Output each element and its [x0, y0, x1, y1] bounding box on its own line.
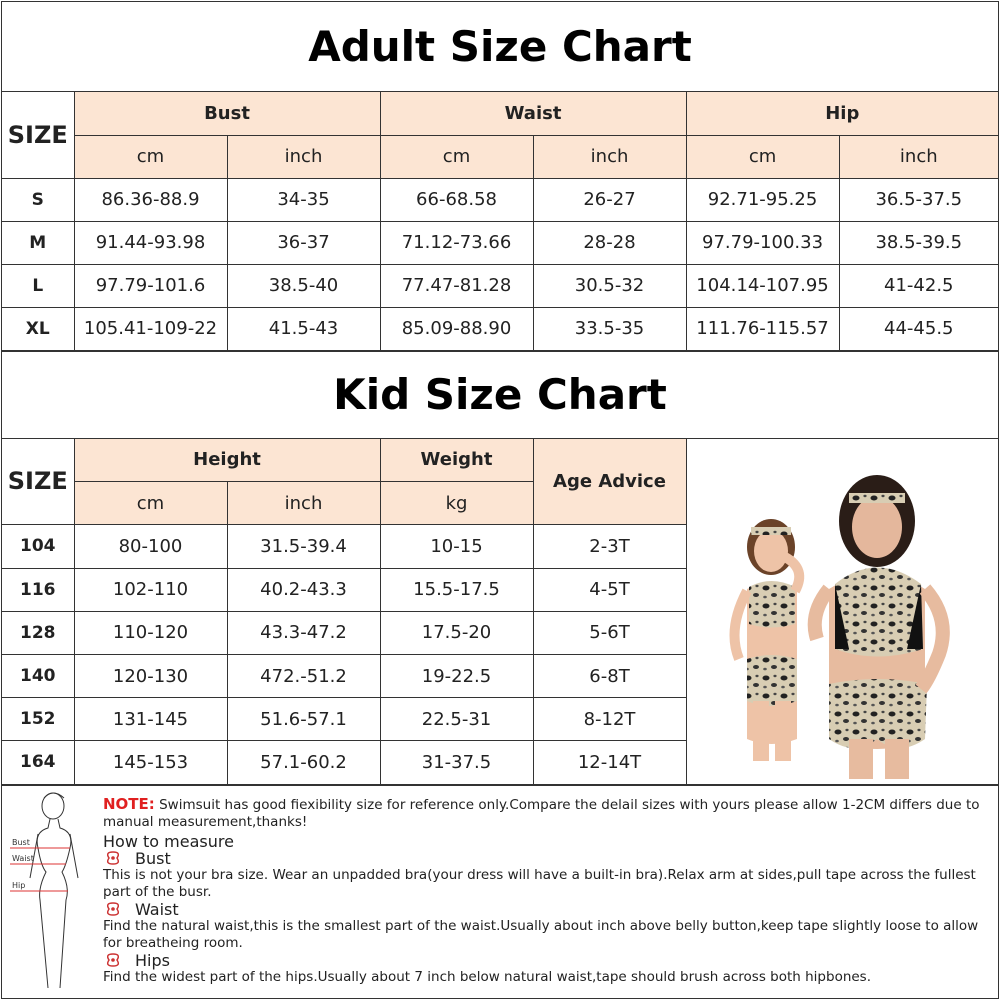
unit-header: cm — [380, 135, 533, 178]
table-cell: 8-12T — [533, 698, 686, 741]
product-photo — [686, 439, 998, 785]
table-cell: 91.44-93.98 — [74, 221, 227, 264]
table-cell: 131-145 — [74, 698, 227, 741]
size-label: 152 — [2, 698, 74, 741]
body-measure-figure — [8, 788, 94, 998]
table-row — [2, 307, 998, 350]
kid-weight-header: Weight — [380, 439, 533, 482]
table-cell: 110-120 — [74, 611, 227, 654]
table-cell: 104.14-107.95 — [686, 264, 839, 307]
kid-size-header: SIZE — [2, 439, 74, 525]
unit-header: cm — [686, 135, 839, 178]
unit-header: kg — [380, 482, 533, 525]
table-cell: 71.12-73.66 — [380, 221, 533, 264]
size-label: 164 — [2, 741, 74, 784]
table-cell: 2-3T — [533, 525, 686, 568]
table-cell: 40.2-43.3 — [227, 568, 380, 611]
kid-age-header: Age Advice — [533, 439, 686, 525]
table-cell: 19-22.5 — [380, 654, 533, 697]
table-cell: 41-42.5 — [839, 264, 998, 307]
note-text: Swimsuit has good fiexibility size for reference only.Compare the delail sizes with yours please allow 1-2CM differs due to manual measurement,thanks! — [103, 796, 980, 830]
table-cell: 28-28 — [533, 221, 686, 264]
note-label: NOTE: — [103, 794, 155, 813]
kid-chart-title: Kid Size Chart — [2, 351, 998, 439]
table-cell: 57.1-60.2 — [227, 741, 380, 784]
table-cell: 36.5-37.5 — [839, 178, 998, 221]
table-cell: 120-130 — [74, 654, 227, 697]
table-cell: 5-6T — [533, 611, 686, 654]
adult-chart-title: Adult Size Chart — [2, 2, 998, 92]
table-row — [2, 264, 998, 307]
flower-bullet-icon — [103, 952, 123, 968]
hips-title: Hips — [135, 950, 170, 970]
unit-header: cm — [74, 135, 227, 178]
size-label: L — [2, 264, 74, 307]
table-cell: 38.5-40 — [227, 264, 380, 307]
unit-header: inch — [227, 135, 380, 178]
size-label: 116 — [2, 568, 74, 611]
table-cell: 80-100 — [74, 525, 227, 568]
measurement-notes — [2, 785, 998, 999]
table-cell: 12-14T — [533, 741, 686, 784]
note-paragraph — [103, 796, 993, 831]
table-row — [2, 221, 998, 264]
table-cell: 15.5-17.5 — [380, 568, 533, 611]
bust-description: This is not your bra size. Wear an unpadded bra(your dress will have a built-in bra).Relax arm at sides,pull tape across the fullest part of the busr. — [103, 866, 976, 900]
hips-description: Find the widest part of the hips.Usually about 7 inch below natural waist,tape should brush across both hipbones. — [103, 968, 872, 985]
hips-heading — [103, 952, 993, 969]
table-cell: 102-110 — [74, 568, 227, 611]
adult-size-header: SIZE — [2, 92, 74, 178]
swimsuit-models-image — [689, 439, 995, 779]
table-cell: 22.5-31 — [380, 698, 533, 741]
size-label: M — [2, 221, 74, 264]
table-cell: 4-5T — [533, 568, 686, 611]
how-to-measure-heading: How to measure — [103, 831, 234, 851]
adult-hip-header: Hip — [686, 92, 998, 135]
note-block — [103, 796, 993, 986]
figure-label-waist: Waist — [12, 853, 34, 863]
kid-size-table — [2, 439, 998, 785]
table-cell: 31-37.5 — [380, 741, 533, 784]
table-cell: 10-15 — [380, 525, 533, 568]
table-cell: 86.36-88.9 — [74, 178, 227, 221]
table-cell: 31.5-39.4 — [227, 525, 380, 568]
size-label: S — [2, 178, 74, 221]
adult-waist-header: Waist — [380, 92, 686, 135]
waist-description: Find the natural waist,this is the smallest part of the waist.Usually about inch above belly button,keep tape slightly loose to allow for breatheing room. — [103, 917, 979, 951]
unit-header: inch — [227, 482, 380, 525]
adult-bust-header: Bust — [74, 92, 380, 135]
size-label: 128 — [2, 611, 74, 654]
table-cell: 33.5-35 — [533, 307, 686, 350]
adult-size-table — [2, 92, 998, 351]
size-label: 140 — [2, 654, 74, 697]
table-cell: 41.5-43 — [227, 307, 380, 350]
figure-label-bust: Bust — [12, 837, 30, 847]
waist-title: Waist — [135, 899, 179, 919]
flower-bullet-icon — [103, 850, 123, 866]
unit-header: cm — [74, 482, 227, 525]
table-cell: 66-68.58 — [380, 178, 533, 221]
table-cell: 17.5-20 — [380, 611, 533, 654]
waist-heading — [103, 901, 993, 918]
table-cell: 92.71-95.25 — [686, 178, 839, 221]
table-cell: 111.76-115.57 — [686, 307, 839, 350]
table-cell: 97.79-100.33 — [686, 221, 839, 264]
size-chart-page — [1, 1, 999, 999]
table-cell: 6-8T — [533, 654, 686, 697]
table-cell: 38.5-39.5 — [839, 221, 998, 264]
kid-height-header: Height — [74, 439, 380, 482]
table-cell: 36-37 — [227, 221, 380, 264]
table-cell: 43.3-47.2 — [227, 611, 380, 654]
figure-label-hip: Hip — [12, 880, 26, 890]
table-cell: 26-27 — [533, 178, 686, 221]
unit-header: inch — [533, 135, 686, 178]
bust-heading — [103, 850, 993, 867]
table-row — [2, 178, 998, 221]
unit-header: inch — [839, 135, 998, 178]
table-cell: 145-153 — [74, 741, 227, 784]
flower-bullet-icon — [103, 901, 123, 917]
table-cell: 44-45.5 — [839, 307, 998, 350]
bust-title: Bust — [135, 848, 171, 868]
table-cell: 51.6-57.1 — [227, 698, 380, 741]
size-label: XL — [2, 307, 74, 350]
table-cell: 85.09-88.90 — [380, 307, 533, 350]
table-cell: 77.47-81.28 — [380, 264, 533, 307]
table-cell: 472.-51.2 — [227, 654, 380, 697]
table-cell: 105.41-109-22 — [74, 307, 227, 350]
size-label: 104 — [2, 525, 74, 568]
table-cell: 34-35 — [227, 178, 380, 221]
table-cell: 97.79-101.6 — [74, 264, 227, 307]
table-cell: 30.5-32 — [533, 264, 686, 307]
